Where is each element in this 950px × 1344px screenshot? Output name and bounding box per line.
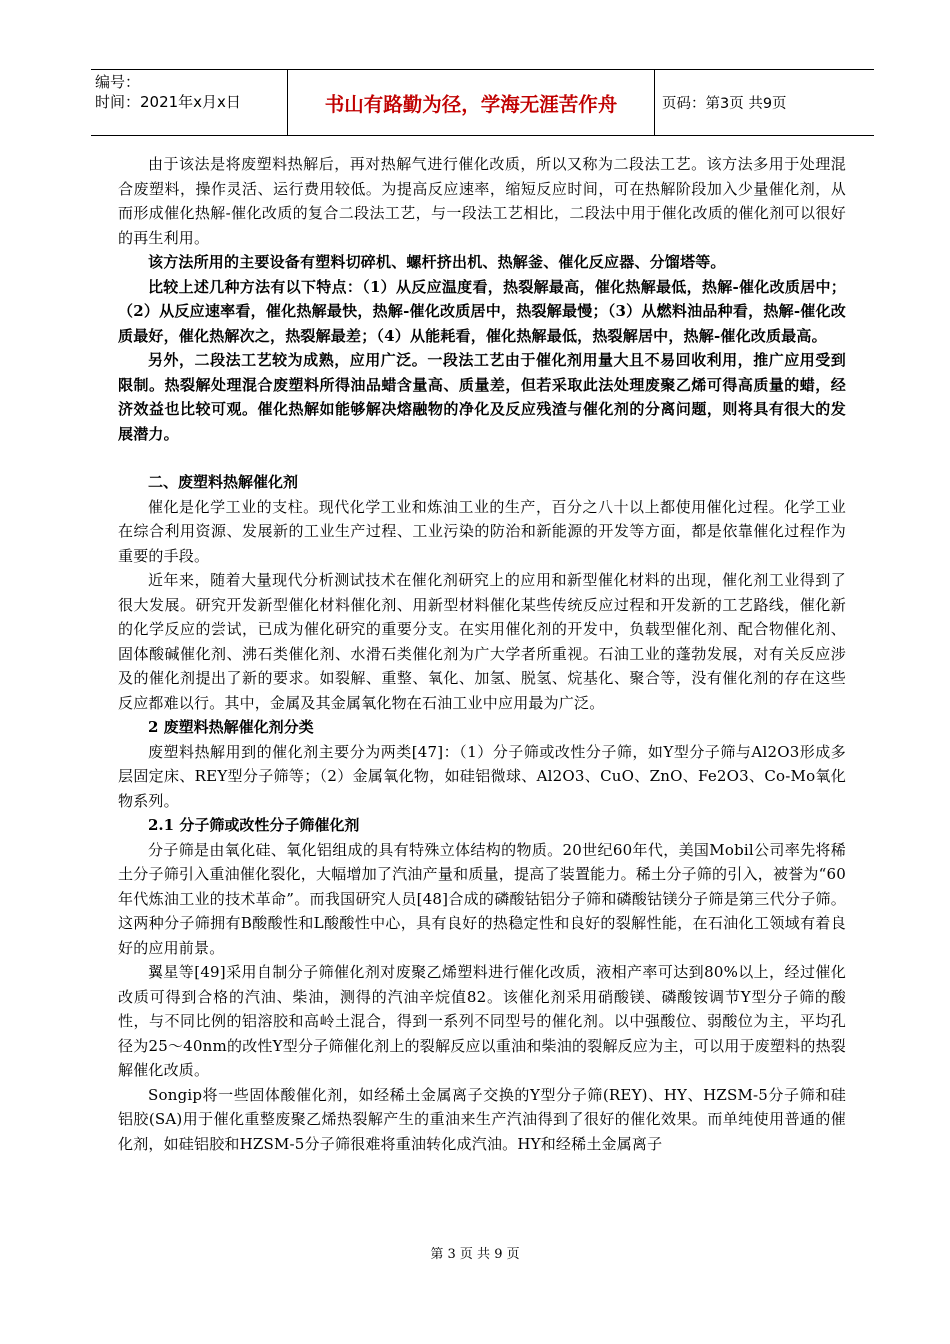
header-meta [95, 72, 285, 112]
paragraph: 该方法所用的主要设备有塑料切碎机、螺杆挤出机、热解釜、催化反应器、分馏塔等。 [148, 253, 726, 271]
page-footer: 第 3 页 共 9 页 [430, 1247, 520, 1262]
paragraph: 另外，二段法工艺较为成熟，应用广泛。一段法工艺由于催化剂用量大且不易回收利用，推广应用受到限制。热裂解处理混合废塑料所得油品蜡含量高、质量差，但若采取此法处理废聚乙烯可得高质量的蜡，经济效益也比较可观。催化热解如能够解决熔融物的净化及反应残渣与催化剂的分离问题，则将具有很大的发展潜力。 [118, 351, 846, 443]
section-heading: 2.1 分子筛或改性分子筛催化剂 [148, 816, 360, 834]
header-motto: 书山有路勤为径，学海无涯苦作舟 [287, 70, 655, 135]
paragraph: 分子筛是由氧化硅、氧化铝组成的具有特殊立体结构的物质。20世纪60年代，美国Mobil公司率先将稀土分子筛引入重油催化裂化，大幅增加了汽油产量和质量，提高了装置能力。稀土分子筛的引入，被誉为“60年代炼油工业的技术革命”。而我国研究人员[48]合成的磷酸钴铝分子筛和磷酸钴镁分子筛是第三代分子筛。这两种分子筛拥有B酸酸性和L酸酸性中心，具有良好的热稳定性和良好的裂解性能，在石油化工领域有着良好的应用前景。 [118, 840, 846, 957]
section-heading: 2 废塑料热解催化剂分类 [148, 718, 314, 736]
paragraph: 比较上述几种方法有以下特点：（1）从反应温度看，热裂解最高，催化热解最低，热解-催化改质居中；（2）从反应速率看，催化热解最快，热解-催化改质居中，热裂解最慢；（3）从燃料油品种看，热解-催化改质最好，催化热解次之，热裂解最差；（4）从能耗看，催化热解最低，热裂解居中，热解-催化改质最高。 [118, 277, 846, 345]
document-code: 编号： [95, 73, 141, 91]
page-header [91, 69, 874, 136]
spacer [118, 446, 846, 470]
paragraph: 翼星等[49]采用自制分子筛催化剂对废聚乙烯塑料进行催化改质，液相产率可达到80%以上，经过催化改质可得到合格的汽油、柴油，测得的汽油辛烷值82。该催化剂采用硝酸镁、磷酸铵调节Y型分子筛的酸性，与不同比例的铝溶胶和高岭土混合，得到一系列不同型号的催化剂。以中强酸位、弱酸位为主，平均孔径为25～40nm的改性Y型分子筛催化剂上的裂解反应以重油和柴油的裂解反应为主，可以用于废塑料的热裂解催化改质。 [118, 963, 846, 1079]
document-body [118, 152, 846, 1156]
paragraph: 催化是化学工业的支柱。现代化学工业和炼油工业的生产，百分之八十以上都使用催化过程。化学工业在综合利用资源、发展新的工业生产过程、工业污染的防治和新能源的开发等方面，都是依靠催化过程作为重要的手段。 [118, 497, 846, 565]
header-page-info: 页码：第3页 共9页 [662, 96, 787, 112]
document-time: 时间：2021年x月x日 [95, 93, 241, 111]
paragraph: 由于该法是将废塑料热解后，再对热解气进行催化改质，所以又称为二段法工艺。该方法多用于处理混合废塑料，操作灵活、运行费用较低。为提高反应速率，缩短反应时间，可在热解阶段加入少量催化剂，从而形成催化热解-催化改质的复合二段法工艺，与一段法工艺相比，二段法中用于催化改质的催化剂可以很好的再生利用。 [118, 155, 846, 247]
paragraph: Songip将一些固体酸催化剂，如经稀土金属离子交换的Y型分子筛(REY)、HY、HZSM-5分子筛和硅铝胶(SA)用于催化重整废聚乙烯热裂解产生的重油来生产汽油得到了很好的催化效果。而单纯使用普通的催化剂，如硅铝胶和HZSM-5分子筛很难将重油转化成汽油。HY和经稀土金属离子 [118, 1085, 846, 1153]
paragraph: 废塑料热解用到的催化剂主要分为两类[47]：（1）分子筛或改性分子筛，如Y型分子筛与Al2O3形成多层固定床、REY型分子筛等；（2）金属氧化物，如硅铝微球、Al2O3、CuO、ZnO、Fe2O3、Co-Mo氧化物系列。 [118, 742, 846, 810]
section-heading: 二、废塑料热解催化剂 [148, 473, 299, 491]
paragraph: 近年来，随着大量现代分析测试技术在催化剂研究上的应用和新型催化材料的出现，催化剂工业得到了很大发展。研究开发新型催化材料催化剂、用新型材料催化某些传统反应过程和开发新的工艺路线，催化新的化学反应的尝试，已成为催化研究的重要分支。在实用催化剂的开发中，负载型催化剂、配合物催化剂、固体酸碱催化剂、沸石类催化剂、水滑石类催化剂为广大学者所重视。石油工业的蓬勃发展，对有关反应涉及的催化剂提出了新的要求。如裂解、重整、氧化、加氢、脱氢、烷基化、聚合等，没有催化剂的存在这些反应都难以行。其中，金属及其金属氧化物在石油工业中应用最为广泛。 [118, 571, 846, 712]
